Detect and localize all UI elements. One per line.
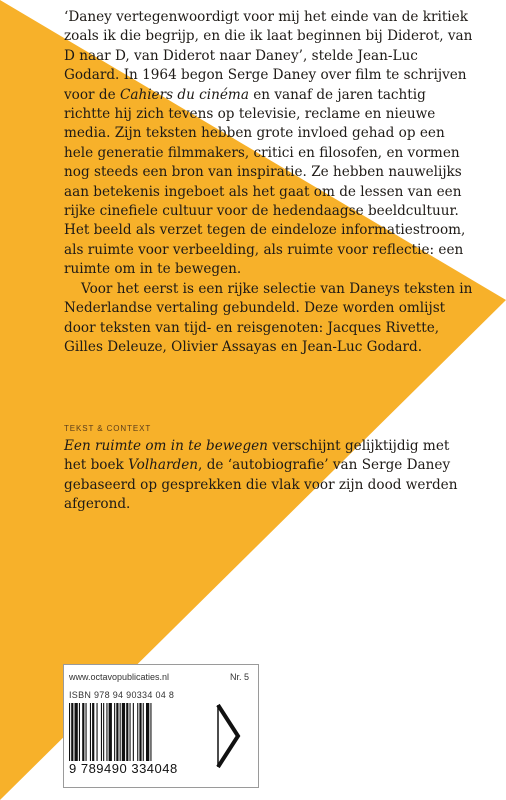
barcode-bar	[139, 703, 141, 761]
barcode-bar	[71, 703, 73, 761]
barcode-bar	[146, 703, 149, 761]
barcode-bar	[79, 703, 80, 761]
barcode-bar	[106, 703, 107, 761]
barcode-bar	[137, 703, 138, 761]
context-paragraph	[64, 437, 474, 515]
context-book: Volharden	[128, 457, 199, 474]
intro-p1-lead: ‘Daney vertegenwoordigt voor mij het einde van de kritiek zoals ik die begrijp, en die ik laat beginnen bij Diderot, van D naar D, van Diderot naar Daney’, stelde Jean-Luc Godard. In 1964 begon Serge Daney over film te schrijven voor de	[64, 9, 473, 103]
barcode-bar	[150, 703, 151, 761]
barcode-bar	[143, 703, 144, 761]
barcode-bar	[82, 703, 84, 761]
barcode-bar	[130, 703, 131, 761]
barcode-bar	[90, 703, 91, 761]
publisher-website: www.octavopublicaties.nl	[69, 672, 170, 682]
intro-text	[64, 8, 474, 357]
barcode-bar	[133, 703, 134, 761]
barcode-bars	[69, 703, 201, 761]
barcode-bar	[92, 703, 94, 761]
barcode-digits: 9 789490 334048	[69, 761, 178, 776]
series-number: Nr. 5	[229, 672, 249, 682]
barcode-bar	[97, 703, 98, 761]
barcode-bar	[75, 703, 78, 761]
intro-paragraph-2: Voor het eerst is een rijke selectie van Daneys teksten in Nederlandse vertaling gebundeld. Deze worden omlijst door teksten van tijd- en reisgenoten: Jacques Rivette, Gilles Deleuze, Olivier Assayas en Jean-Luc Godard.	[64, 280, 473, 355]
barcode-bar	[69, 703, 70, 761]
barcode-bar	[126, 703, 128, 761]
section-label: TEKST & CONTEXT	[64, 424, 152, 433]
isbn-label: ISBN 978 94 90334 04 8	[69, 690, 175, 700]
context-mid: verschijnt gelijktijdig met het boek	[64, 438, 450, 474]
barcode-bar	[122, 703, 125, 761]
barcode-box	[63, 664, 259, 788]
barcode-bar	[116, 703, 118, 761]
context-rest: , de ‘autobiografie’ van Serge Daney gebaseerd op gesprekken die vlak voor zijn dood werden afgerond.	[64, 457, 458, 513]
barcode-bar	[86, 703, 87, 761]
octavo-logo-icon	[214, 701, 244, 771]
barcode-bar	[109, 703, 112, 761]
barcode-bar	[101, 703, 102, 761]
barcode-bar	[103, 703, 104, 761]
context-title: Een ruimte om in te bewegen	[64, 438, 268, 454]
intro-p1-rest: en vanaf de jaren tachtig richtte hij zich tevens op televisie, reclame en nieuwe media. Zijn teksten hebben grote invloed gehad op een hele generatie filmmakers, critici en filosofen, en vormen nog steeds een bron van inspiratie. Ze hebben nauwelijks aan betekenis ingeboet als het gaat om de lessen van een rijke cinefiele cultuur voor de hedendaagse beeldcultuur. Het beeld als verzet tegen de eindeloze informatiestroom, als ruimte voor verbeelding, als ruimte voor reflectie: een ruimte om in te bewegen.	[64, 86, 466, 278]
intro-paragraph-1	[64, 8, 474, 280]
barcode-bar	[114, 703, 115, 761]
intro-p1-journal: Cahiers du cinéma	[119, 86, 249, 103]
barcode-bar	[120, 703, 121, 761]
context-text	[64, 437, 474, 515]
